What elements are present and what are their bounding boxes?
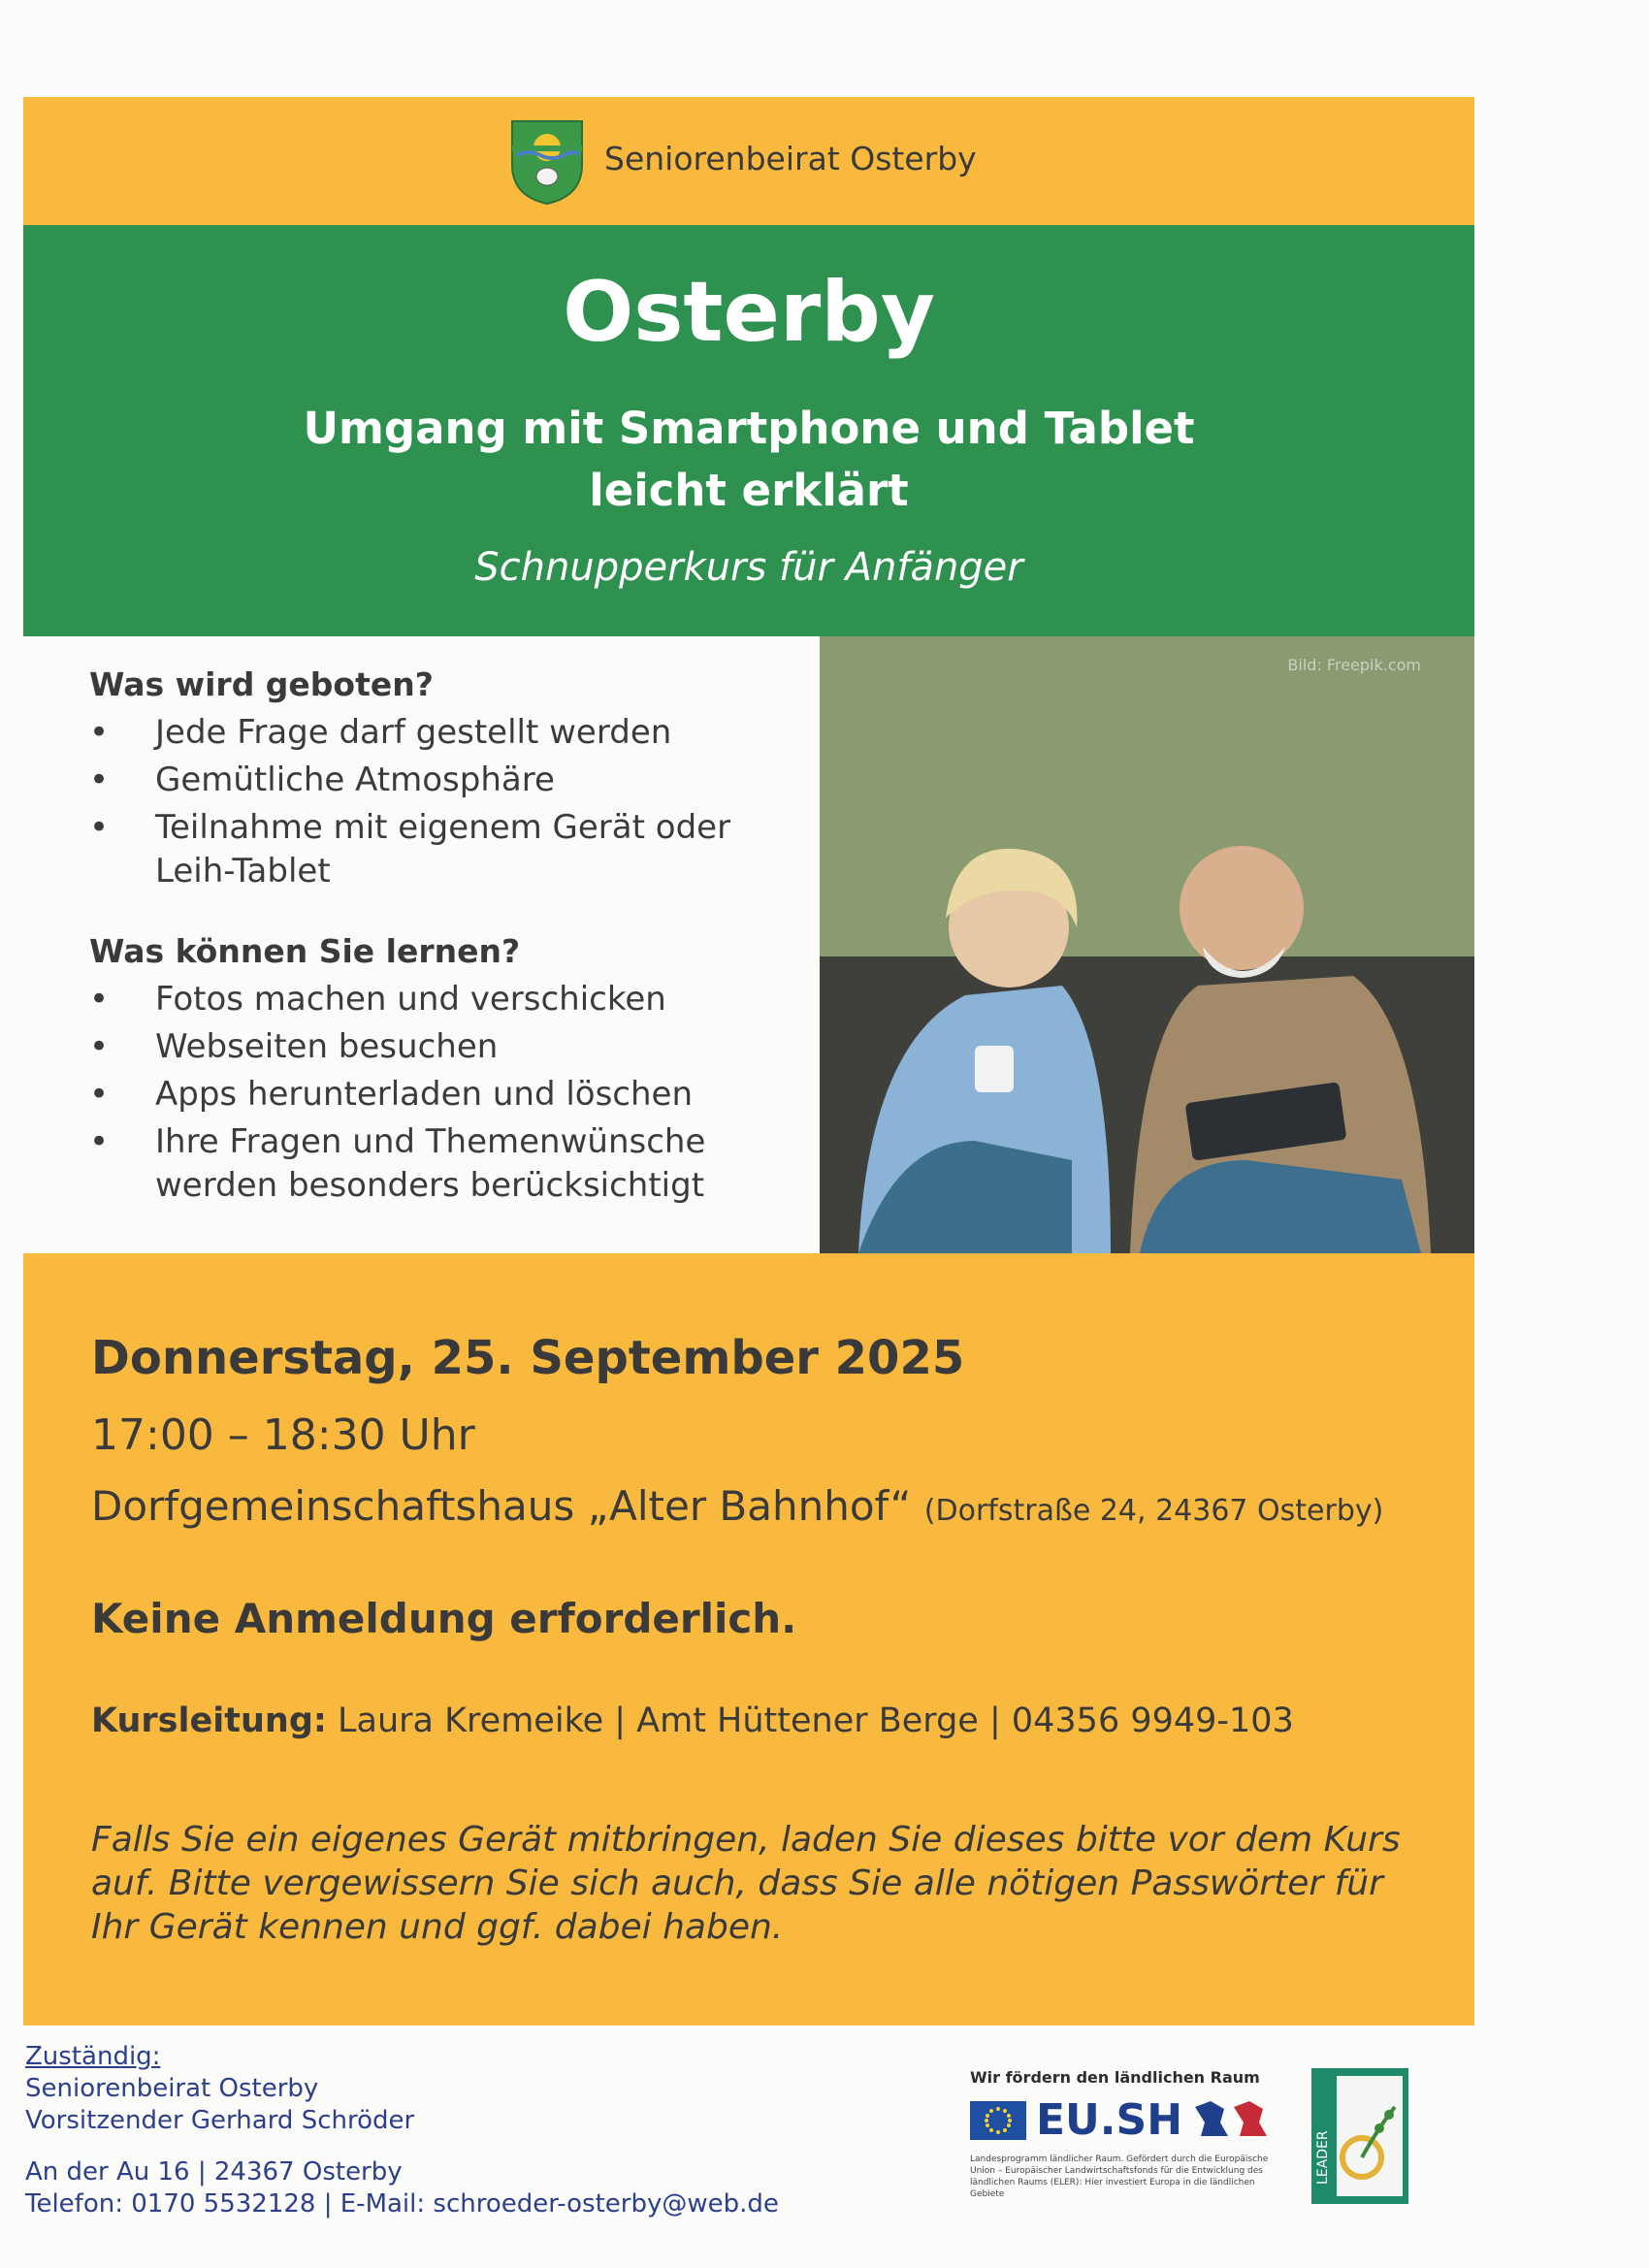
funding-small-print: Landesprogramm ländlicher Raum. Gefördert durch die Europäische Union – Europäischer Landwirtschaftsfonds für die Entwicklung des ländlichen Raums (ELER): Hier investiert Europa in die ländlichen Gebiete — [970, 2155, 1269, 2199]
subtitle — [23, 398, 1474, 522]
contact-address: An der Au 16 | 24367 Osterby — [25, 2157, 403, 2187]
event-date: Donnerstag, 25. September 2025 — [91, 1331, 965, 1385]
list-item: • Jede Frage darf gestellt werden — [89, 711, 807, 755]
municipal-crest-icon — [509, 118, 585, 206]
list-item: • Webseiten besuchen — [89, 1025, 807, 1069]
bullet-icon: • — [89, 761, 110, 799]
title-band — [23, 225, 1474, 636]
bullet-icon: • — [89, 713, 110, 752]
registration-note: Keine Anmeldung erforderlich. — [91, 1595, 797, 1642]
event-time: 17:00 – 18:30 Uhr — [91, 1410, 475, 1460]
eu-flag-icon — [970, 2101, 1026, 2140]
bullet-icon: • — [89, 1122, 110, 1161]
seniors-with-tablet-photo — [820, 636, 1474, 1253]
learn-heading: Was können Sie lernen? — [89, 932, 521, 970]
course-lead-label: Kursleitung: — [91, 1701, 327, 1740]
page-title: Osterby — [563, 264, 935, 361]
event-info-band — [23, 1253, 1474, 2025]
learn-list — [89, 978, 807, 1208]
list-item: • Teilnahme mit eigenem Gerät oder Leih-Tablet — [89, 808, 731, 891]
contact-heading: Zuständig: — [25, 2042, 161, 2071]
course-details — [89, 665, 807, 1247]
bullet-icon: • — [89, 808, 110, 847]
photo-credit: Bild: Freepik.com — [1287, 656, 1421, 674]
course-lead-value: Laura Kremeike | Amt Hüttener Berge | 04356 9949-103 — [338, 1701, 1294, 1740]
course-lead — [91, 1701, 1294, 1740]
offer-heading: Was wird geboten? — [89, 665, 434, 703]
venue-name: Dorfgemeinschaftshaus „Alter Bahnhof“ — [91, 1482, 912, 1530]
org-name: Seniorenbeirat Osterby — [604, 140, 977, 178]
venue-address: (Dorfstraße 24, 24367 Osterby) — [923, 1494, 1384, 1528]
list-item: • Ihre Fragen und Themenwünsche werden besonders berücksichtigt — [89, 1122, 706, 1205]
photo-illustration — [820, 636, 1474, 1253]
subtitle-line-2: leicht erklärt — [589, 465, 909, 516]
leader-logo-icon — [1311, 2068, 1408, 2204]
bullet-icon: • — [89, 1027, 110, 1066]
device-note: Falls Sie ein eigenes Gerät mitbringen, laden Sie dieses bitte vor dem Kurs auf. Bitte vergewissern Sie sich auch, dass Sie alle nötigen Passwörter für Ihr Gerät kennen und ggf. dabei haben. — [91, 1820, 1401, 1947]
funding-tagline: Wir fördern den ländlichen Raum — [970, 2068, 1260, 2087]
contact-phone-email: Telefon: 0170 5532128 | E-Mail: schroeder-osterby@web.de — [25, 2189, 779, 2219]
contact-line: Seniorenbeirat Osterby — [25, 2074, 319, 2103]
subtitle-line-1: Umgang mit Smartphone und Tablet — [303, 403, 1195, 454]
tagline: Schnupperkurs für Anfänger — [474, 545, 1023, 590]
eush-logo: EU.SH — [1036, 2095, 1183, 2145]
offer-list — [89, 711, 807, 893]
sh-coat-of-arms-icon — [1191, 2097, 1273, 2142]
list-item: • Fotos machen und verschicken — [89, 978, 807, 1021]
contact-line: Vorsitzender Gerhard Schröder — [25, 2106, 415, 2135]
contact-block — [25, 2041, 779, 2220]
list-item: • Gemütliche Atmosphäre — [89, 759, 807, 802]
leader-label: LEADER — [1315, 2130, 1331, 2185]
bullet-icon: • — [89, 1075, 110, 1114]
list-item: • Apps herunterladen und löschen — [89, 1073, 807, 1117]
event-venue — [91, 1482, 1383, 1530]
bullet-icon: • — [89, 980, 110, 1019]
spacer — [25, 2137, 779, 2156]
